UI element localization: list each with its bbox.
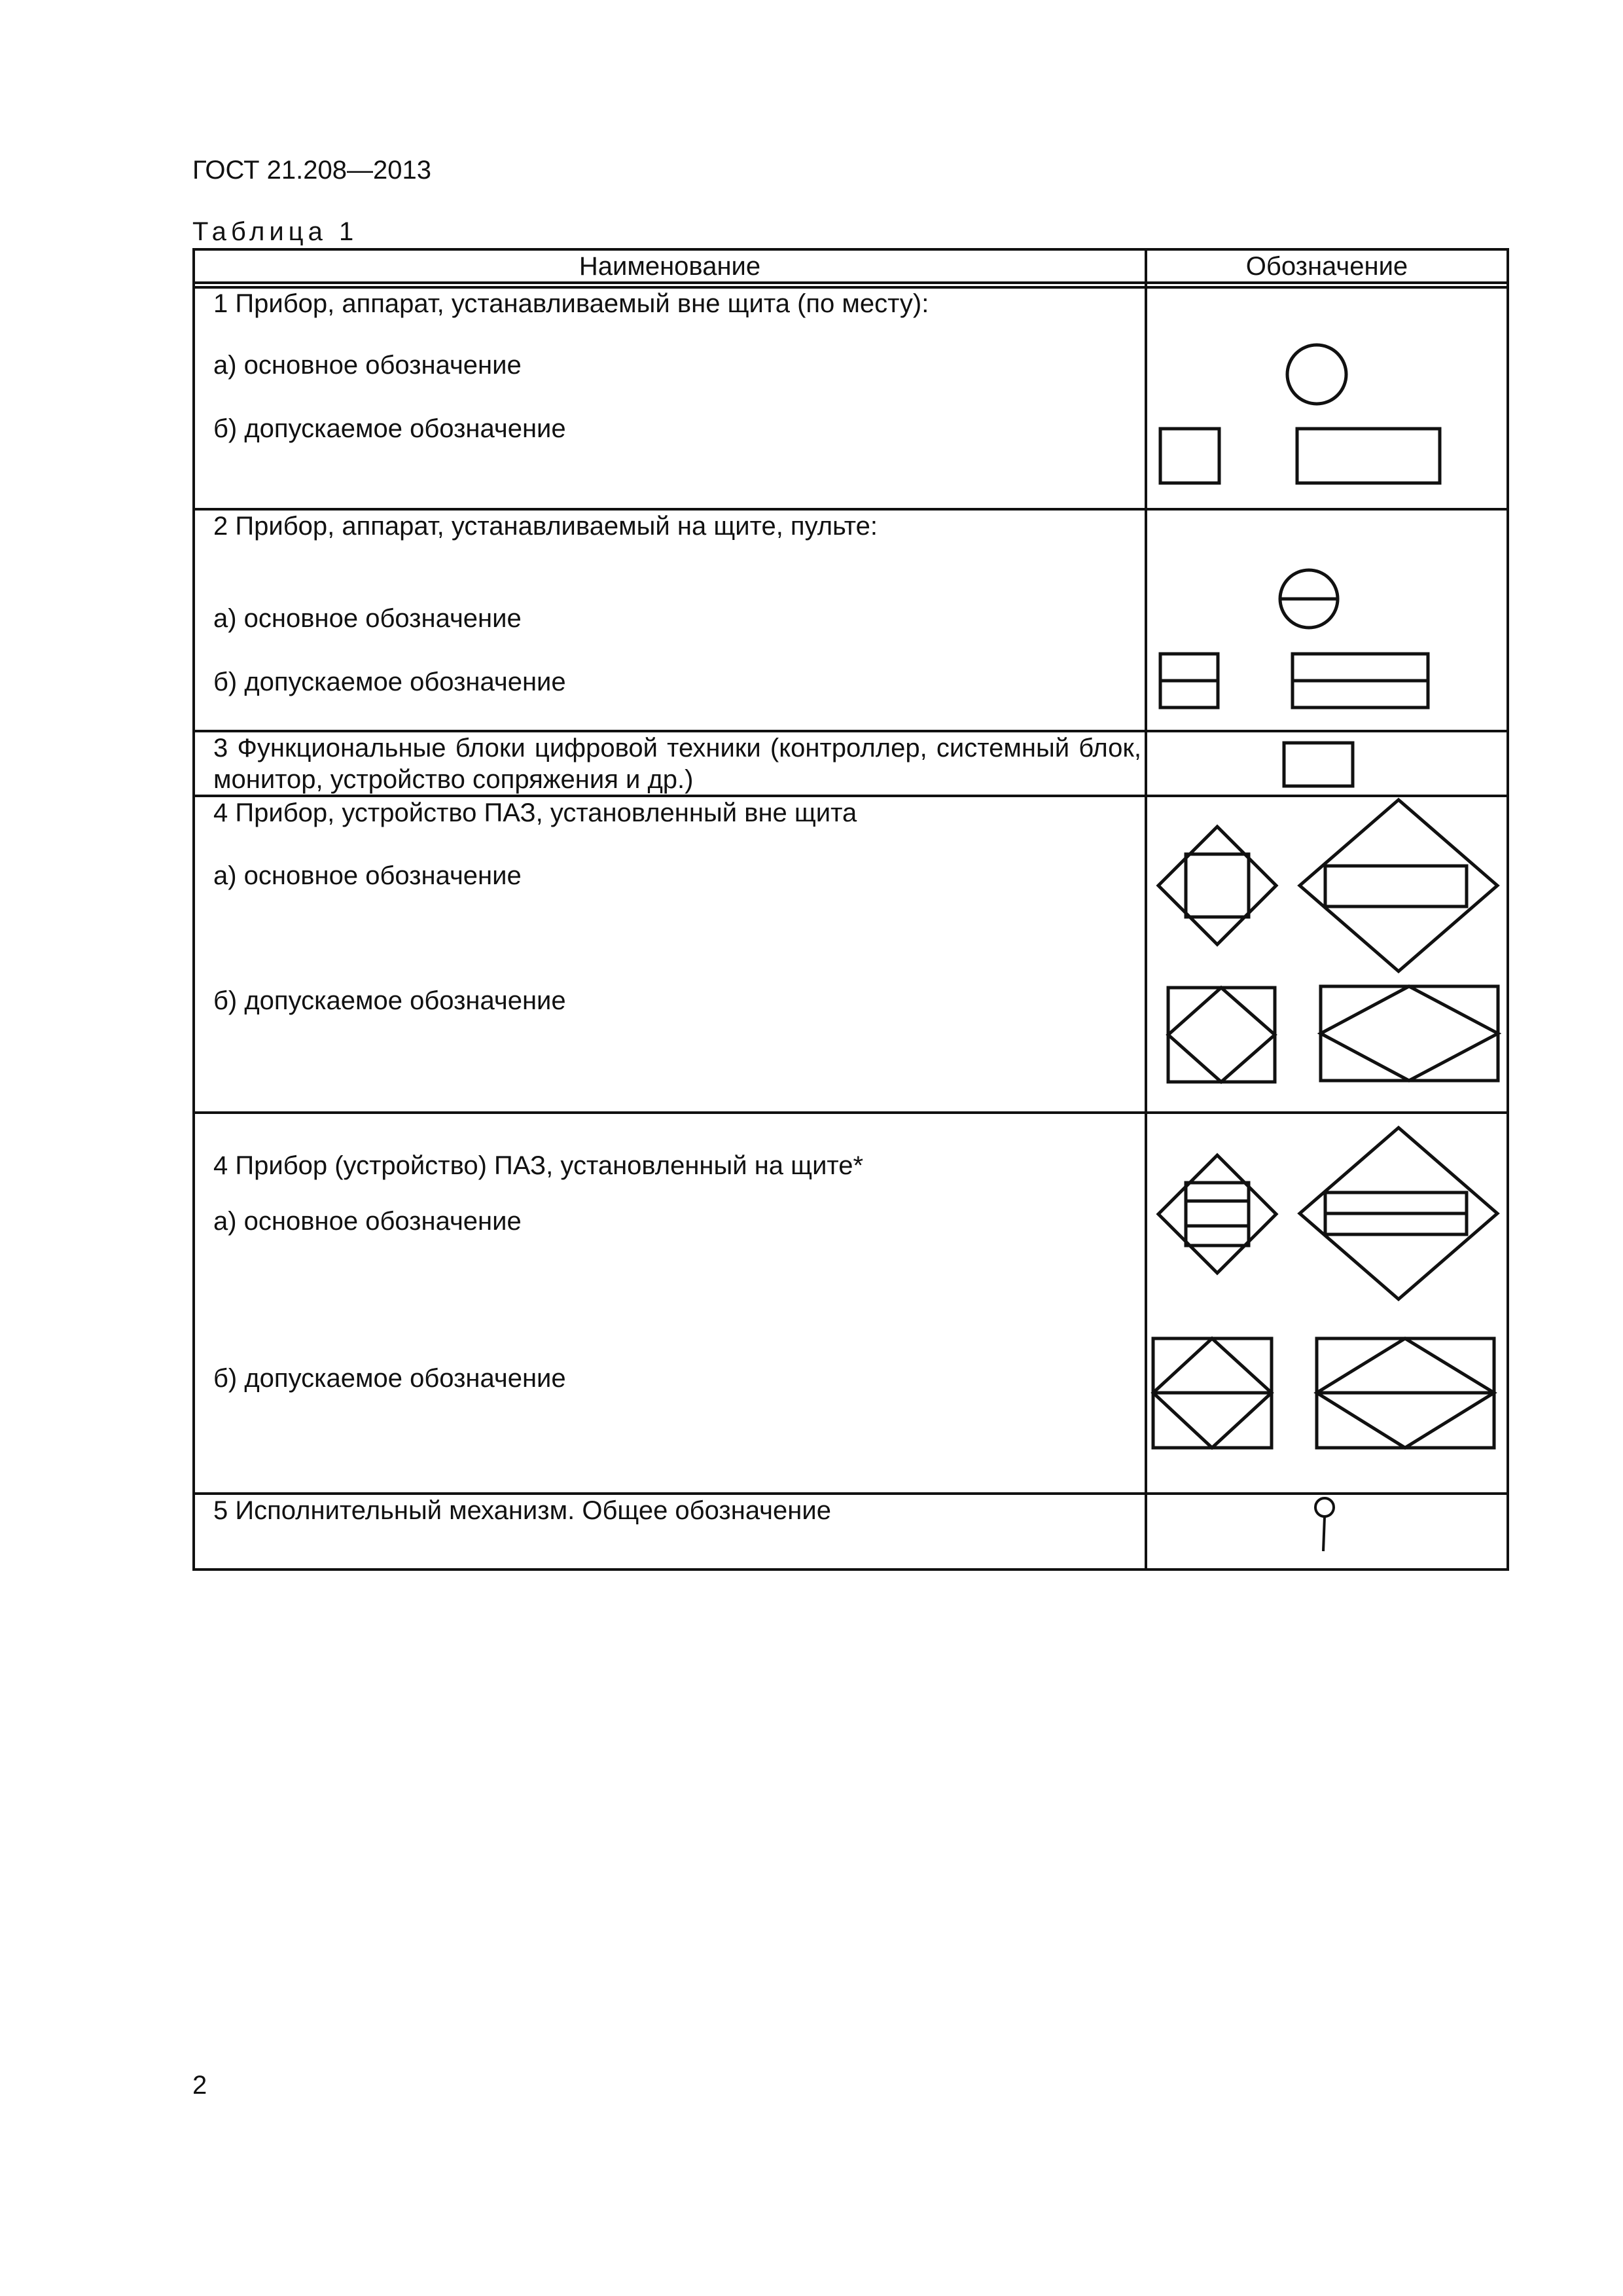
- row-2-title: 2 Прибор, аппарат, устанавливаемый на щите, пульте:: [213, 512, 878, 541]
- rectangle-small-icon: [1284, 743, 1353, 786]
- square-diamond-icon: [1168, 988, 1275, 1082]
- square-icon: [1160, 429, 1219, 483]
- row-4-item-a: а) основное обозначение: [213, 861, 522, 890]
- square-diamond-line-icon: [1153, 1338, 1272, 1448]
- row-5-item-b: б) допускаемое обозначение: [213, 1364, 566, 1393]
- row-1-title: 1 Прибор, аппарат, устанавливаемый вне щита (по месту):: [213, 289, 929, 318]
- rectangle-with-line-icon: [1293, 654, 1428, 708]
- column-header-symbol: Обозначение: [1245, 252, 1408, 281]
- row-2-item-a: а) основное обозначение: [213, 604, 522, 633]
- row-4-title: 4 Прибор, устройство ПАЗ, установленный вне щита: [213, 798, 857, 827]
- row-5-item-a: а) основное обозначение: [213, 1207, 522, 1236]
- rectangle-icon: [1297, 429, 1440, 483]
- rect-diamond-line-icon: [1317, 1338, 1494, 1448]
- rect-diamond-icon: [1321, 986, 1498, 1081]
- small-diamond-square-icon: [1158, 827, 1276, 944]
- row-2-item-b: б) допускаемое обозначение: [213, 668, 566, 696]
- document-header: ГОСТ 21.208—2013: [192, 156, 431, 185]
- circle-with-line-icon: [1280, 570, 1338, 628]
- square-with-line-icon: [1160, 654, 1218, 708]
- row-1-item-b: б) допускаемое обозначение: [213, 414, 566, 443]
- actuator-icon: [1315, 1498, 1334, 1551]
- large-diamond-rect-line-icon: [1300, 1128, 1497, 1299]
- row-4-item-b: б) допускаемое обозначение: [213, 986, 566, 1015]
- column-header-name: Наименование: [579, 252, 761, 281]
- page-number: 2: [192, 2071, 207, 2100]
- table-caption: Таблица 1: [192, 217, 359, 246]
- row-6-title: 5 Исполнительный механизм. Общее обозначение: [213, 1496, 831, 1525]
- small-diamond-square-line-icon: [1158, 1155, 1276, 1273]
- large-diamond-rect-icon: [1300, 800, 1497, 971]
- circle-icon: [1287, 345, 1346, 404]
- row-3-title: 3 Функциональные блоки цифровой техники (контроллер, системный блок, монитор, устройство сопряжения и др.): [213, 734, 1141, 794]
- row-1-item-a: а) основное обозначение: [213, 351, 522, 380]
- row-5-title: 4 Прибор (устройство) ПАЗ, установленный на щите*: [213, 1151, 864, 1180]
